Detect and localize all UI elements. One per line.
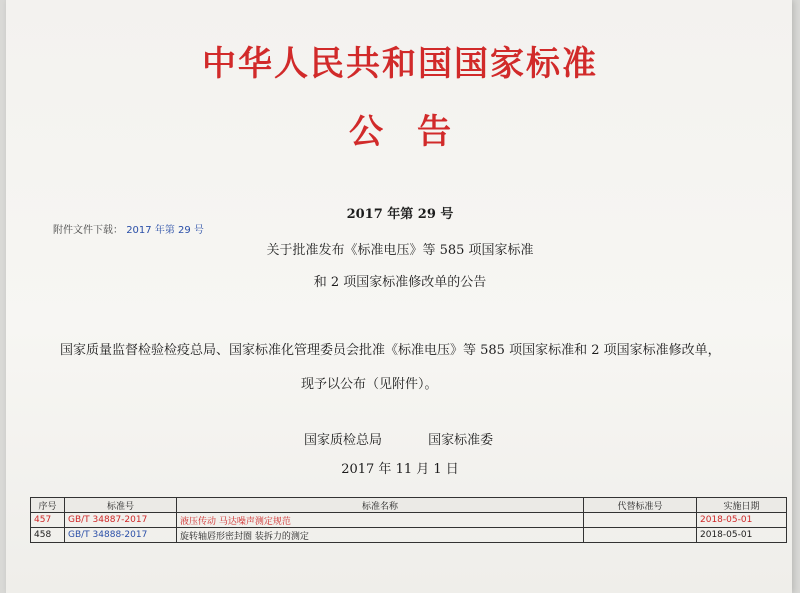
issuer-sac: 国家标准委 <box>428 433 494 448</box>
notice-title-line2: 和 2 项国家标准修改单的公告 <box>313 275 487 290</box>
row-name: 旋转轴唇形密封圈 装拆力的测定 <box>177 528 584 543</box>
table-row <box>31 528 787 543</box>
row-date: 2018-05-01 <box>697 528 787 543</box>
row-no: 457 <box>31 513 65 528</box>
document-title: 中华人民共和国国家标准 <box>202 44 598 84</box>
header-name: 标准名称 <box>177 498 584 513</box>
row-replaces <box>584 528 697 543</box>
table-row <box>31 513 787 528</box>
document-subtitle: 公告 <box>349 112 485 152</box>
row-code[interactable]: GB/T 34888-2017 <box>65 528 177 543</box>
header-code: 标准号 <box>65 498 177 513</box>
header-no: 序号 <box>31 498 65 513</box>
row-date: 2018-05-01 <box>697 513 787 528</box>
notice-title-line1: 关于批准发布《标准电压》等 585 项国家标准 <box>266 243 534 258</box>
standards-table <box>30 497 787 543</box>
header-date: 实施日期 <box>697 498 787 513</box>
attachment-download <box>53 221 204 236</box>
announcement-number: 2017 年第 29 号 <box>346 207 454 222</box>
row-replaces <box>584 513 697 528</box>
row-name: 液压传动 马达噪声测定规范 <box>177 513 584 528</box>
attachment-label: 附件文件下载： <box>53 225 123 236</box>
row-code[interactable]: GB/T 34887-2017 <box>65 513 177 528</box>
header-replaces: 代替标准号 <box>584 498 697 513</box>
issue-date: 2017 年 11 月 1 日 <box>341 462 459 477</box>
row-no: 458 <box>31 528 65 543</box>
announcement-body <box>60 334 780 402</box>
issuers <box>304 429 535 448</box>
attachment-link[interactable]: 2017 年第 29 号 <box>126 225 204 236</box>
issuer-aqsiq: 国家质检总局 <box>304 433 383 448</box>
table-header-row <box>31 498 787 513</box>
body-line1: 国家质量监督检验检疫总局、国家标准化管理委员会批准《标准电压》等 585 项国家标准和 2 项国家标准修改单， <box>60 343 721 358</box>
body-line2: 现予以公布（见附件）。 <box>301 377 438 392</box>
